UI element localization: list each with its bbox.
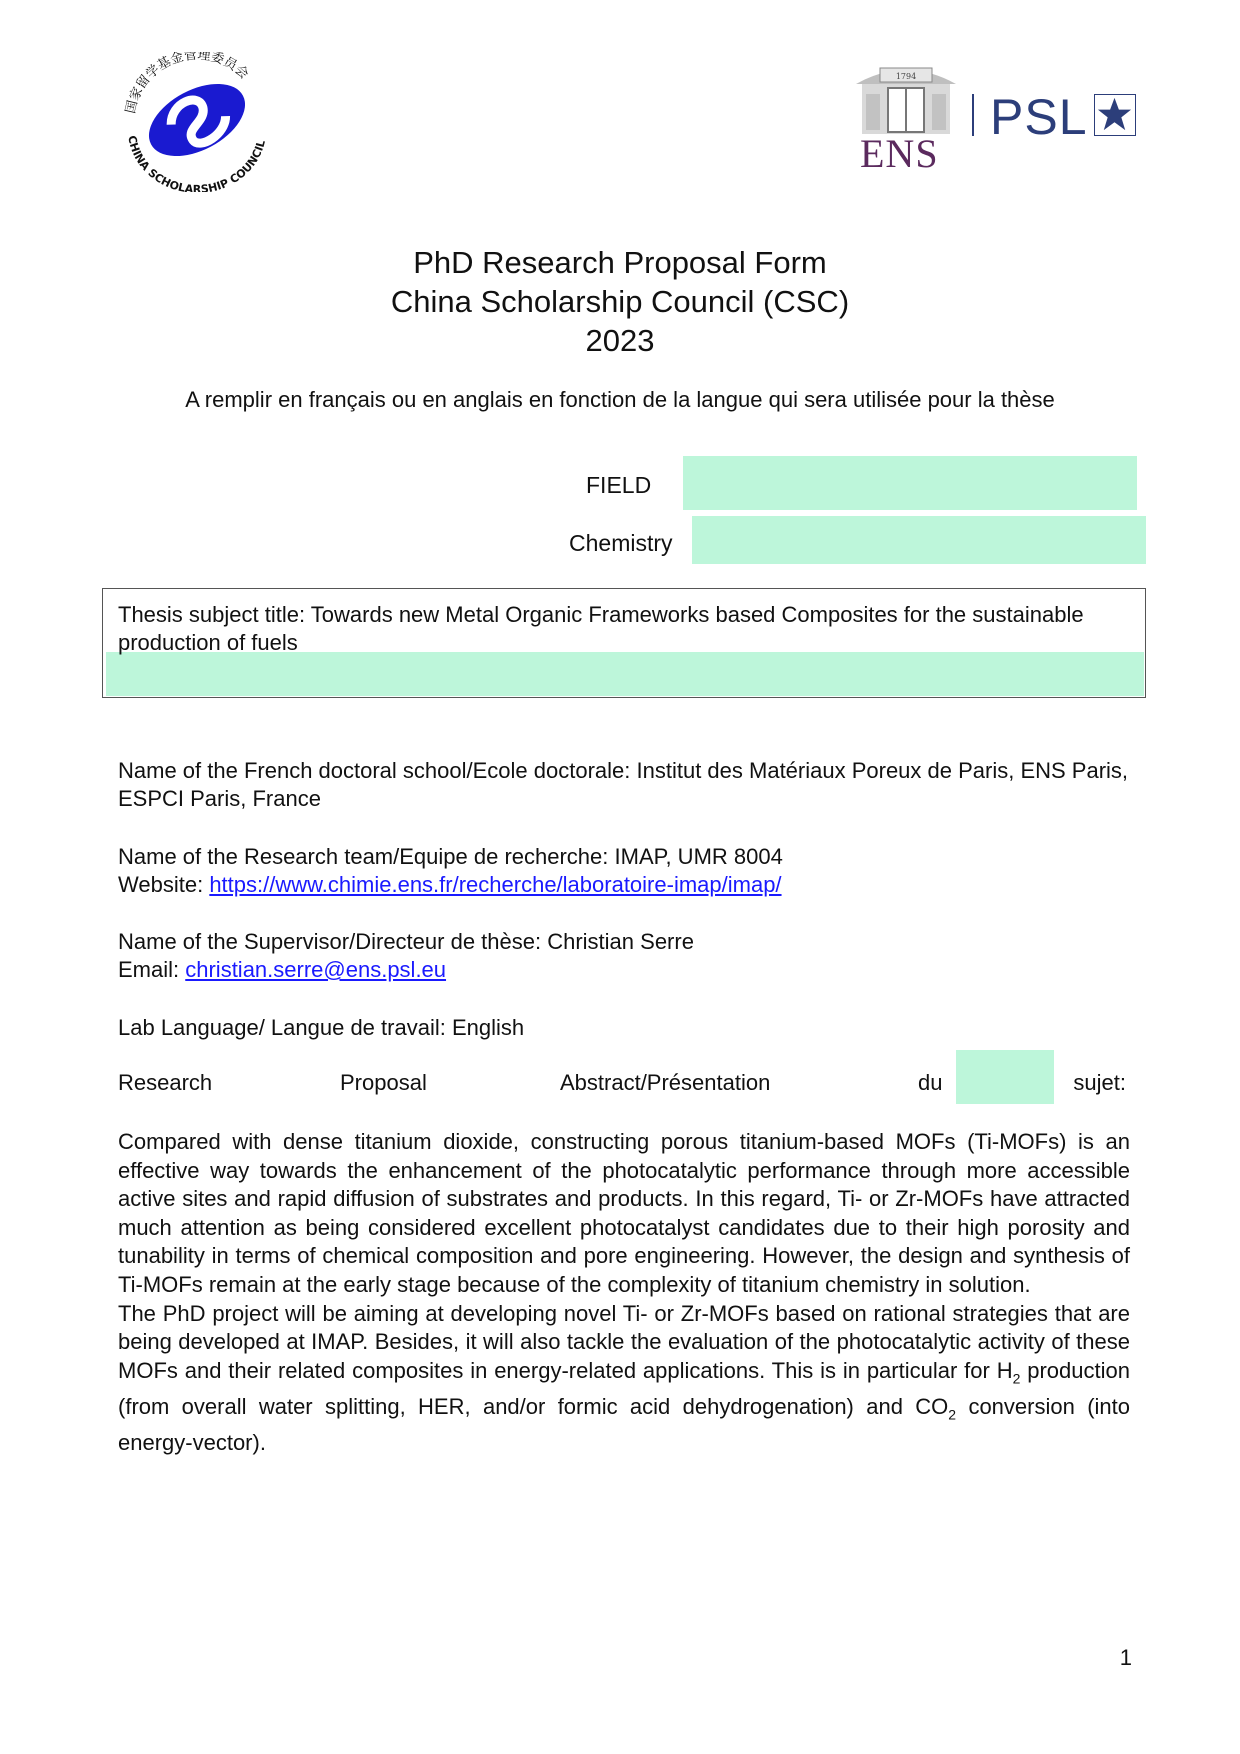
supervisor-label: Name of the Supervisor/Directeur de thèse: xyxy=(118,929,548,954)
research-team-value: IMAP, UMR 8004 xyxy=(614,844,783,869)
field-input-highlight[interactable] xyxy=(683,456,1137,510)
psl-logo: PSL xyxy=(990,89,1088,145)
lab-language-value: English xyxy=(451,1015,525,1040)
title-line-3: 2023 xyxy=(585,323,655,358)
abstract-paragraph-2: The PhD project will be aiming at developing novel Ti- or Zr-MOFs based on rational strategies that are being developed at IMAP. Besides, it will also tackle the evaluation of the photocatalytic activity of these MOFs and their related composites in energy-related applications. This is in particular for $H_2$ production (from overall water splitting, HER, and/or formic acid dehydrogenation) and $CO_2$ conversion (into energy-vector). xyxy=(118,1300,1130,1455)
field-label: FIELD xyxy=(586,472,652,498)
title-line-1: PhD Research Proposal Form xyxy=(413,245,827,280)
form-title xyxy=(0,243,1240,360)
website-label: Website: xyxy=(118,872,210,897)
research-team-label: Name of the Research team/Equipe de recherche: xyxy=(118,844,615,869)
doctoral-school-value: Institut des Matériaux Poreux de Paris, ENS Paris, ESPCI Paris, France xyxy=(118,758,1129,811)
website-link[interactable]: https://www.chimie.ens.fr/recherche/laboratoire-imap/imap/ xyxy=(209,872,782,897)
lab-language-line xyxy=(118,1014,1138,1042)
instruction-text: A remplir en français ou en anglais en fonction de la langue qui sera utilisée pour la thèse xyxy=(185,387,1055,412)
research-team-line xyxy=(118,843,1138,871)
ens-year: 1794 xyxy=(895,72,917,81)
field-value-highlight[interactable] xyxy=(692,516,1146,564)
website-line xyxy=(118,871,1138,899)
psl-star-icon xyxy=(1094,94,1136,136)
csc-top-text: 国家留学基金管理委员会 xyxy=(123,52,252,115)
ens-logo xyxy=(856,62,956,174)
thesis-title: Thesis subject title: Towards new Metal Organic Frameworks based Composites for the sustainable production of fuels xyxy=(118,602,1084,655)
ens-text: ENS xyxy=(860,131,939,176)
page-number: 1 xyxy=(1119,1645,1132,1670)
abstract-heading-highlight[interactable] xyxy=(956,1050,1054,1104)
field-value: Chemistry xyxy=(569,530,673,556)
csc-logo-icon xyxy=(112,52,282,192)
abstract-heading-word-1: Research xyxy=(118,1070,213,1095)
title-line-2: China Scholarship Council (CSC) xyxy=(390,284,850,319)
lab-language-label: Lab Language/ Langue de travail: xyxy=(118,1015,452,1040)
csc-bottom-text: CHINA SCHOLARSHIP COUNCIL xyxy=(125,134,268,192)
doctoral-school-label: Name of the French doctoral school/Ecole doctorale: xyxy=(118,758,637,783)
abstract-heading-word-5: sujet: xyxy=(1073,1070,1126,1095)
abstract-body xyxy=(118,1128,1130,1457)
abstract-heading-word-3: Abstract/Présentation xyxy=(560,1070,771,1095)
abstract-heading-word-2: Proposal xyxy=(340,1070,427,1095)
email-line xyxy=(118,956,1138,984)
csc-logo xyxy=(112,52,282,192)
psl-divider xyxy=(972,94,974,136)
supervisor-value: Christian Serre xyxy=(547,929,694,954)
abstract-paragraph-1: Compared with dense titanium dioxide, constructing porous titanium-based MOFs (Ti-MOFs) is an effective way towards the enhancement of the photocatalytic performance through more accessible active sites and rapid diffusion of substrates and products. In this regard, Ti- or Zr-MOFs have attracted much attention as being considered excellent photocatalyst candidates due to their high porosity and tunability in terms of chemical composition and pore engineering. However, the design and synthesis of Ti-MOFs remain at the early stage because of the complexity of titanium chemistry in solution. xyxy=(118,1129,1130,1297)
abstract-heading-word-4: du xyxy=(918,1070,943,1095)
doctoral-school-line xyxy=(118,757,1138,813)
thesis-title-highlight[interactable] xyxy=(106,652,1144,696)
email-link[interactable]: christian.serre@ens.psl.eu xyxy=(185,957,447,982)
supervisor-line xyxy=(118,928,1138,956)
email-label: Email: xyxy=(118,957,186,982)
